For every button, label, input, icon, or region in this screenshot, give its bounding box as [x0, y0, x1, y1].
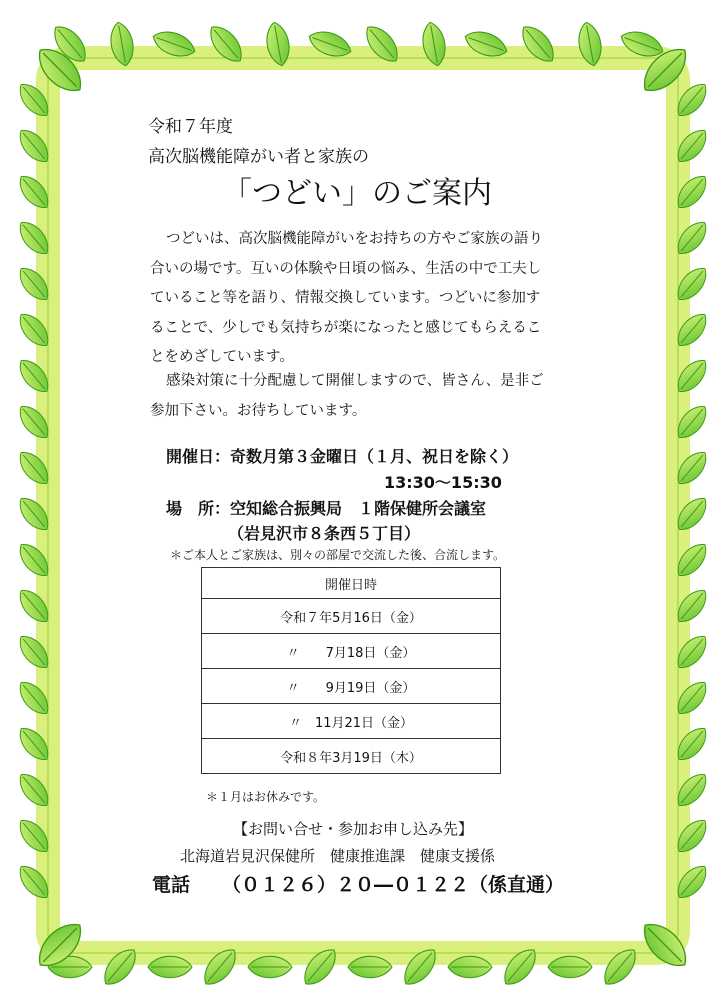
january-note: ＊１月はお休みです。	[206, 790, 326, 804]
date-line: 開催日：奇数月第３金曜日（１月、祝日を除く）	[166, 447, 519, 466]
phone-label: 電話	[152, 874, 191, 896]
intro-paragraph-2	[150, 367, 588, 426]
phone-number: （０１２６）２０―０１２２（係直通）	[222, 874, 565, 896]
place-line: 場 所：空知総合振興局 １階保健所会議室	[166, 499, 487, 518]
time-line: 13:30～15:30	[384, 473, 502, 492]
contact-heading: 【お問い合せ・参加お申し込み先】	[233, 820, 474, 838]
schedule-row: 〃 11月21日（金）	[202, 704, 501, 739]
schedule-row: 〃 7月18日（金）	[202, 634, 501, 669]
contact-organization: 北海道岩見沢保健所 健康推進課 健康支援係	[180, 847, 496, 865]
intro-line: ていること等を語り、情報交換しています。つどいに参加す	[150, 290, 541, 306]
session-note: ＊ご本人とご家族は、別々の部屋で交流した後、合流します。	[170, 548, 506, 562]
address-line: （岩見沢市８条西５丁目）	[228, 524, 421, 543]
intro-line: 合いの場です。互いの体験や日頃の悩み、生活の中で工夫し	[150, 260, 542, 277]
page-title: 「つどい」のご案内	[222, 176, 492, 211]
intro-line: 参加下さい。お待ちしています。	[150, 402, 367, 419]
intro-line: つどいは、高次脳機能障がいをお持ちの方やご家族の語り	[166, 231, 543, 247]
intro-line: ることで、少しでも気持ちが楽になったと感じてもらえるこ	[150, 319, 542, 336]
intro-paragraph-1	[150, 225, 588, 373]
subtitle-heading: 高次脳機能障がい者と家族の	[148, 147, 369, 167]
schedule-table	[201, 567, 501, 774]
schedule-header: 開催日時	[202, 568, 501, 599]
schedule-row: 令和８年3月19日（木）	[202, 739, 501, 774]
year-heading: 令和７年度	[148, 117, 233, 137]
schedule-row: 令和７年5月16日（金）	[202, 599, 501, 634]
intro-line: とをめざしています。	[150, 349, 294, 365]
intro-line: 感染対策に十分配慮して開催しますので、皆さん、是非ご	[166, 373, 544, 389]
schedule-row: 〃 9月19日（金）	[202, 669, 501, 704]
